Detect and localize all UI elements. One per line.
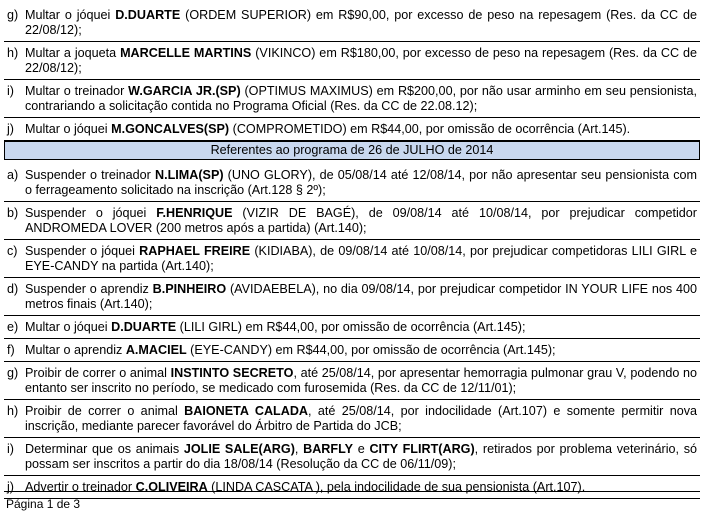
list-item	[4, 404, 700, 438]
item-text	[25, 343, 697, 358]
item-text-fragment: (LINDA CASCATA ), pela indocilidade de sua pensionista (Art.107).	[207, 480, 586, 494]
item-name-bold: C.OLIVEIRA	[135, 480, 208, 494]
item-text	[25, 84, 697, 114]
item-text-fragment: Suspender o jóquei	[25, 244, 140, 258]
item-text-fragment: (OPTIMUS MAXIMUS) em R$200,00, por não usar arminho em seu pensionista, contrariando a solicitação contida no Programa Oficial (Res. da CC de 22.08.12);	[25, 84, 697, 113]
item-text-fragment: Suspender o aprendiz	[25, 282, 153, 296]
item-text	[25, 442, 697, 472]
item-text-fragment: ,	[294, 442, 304, 456]
item-letter: b)	[7, 206, 19, 220]
item-name-bold: RAPHAEL FREIRE	[139, 244, 251, 258]
item-letter: j)	[7, 480, 14, 494]
resolution-list-previous	[4, 4, 700, 141]
list-item	[4, 480, 700, 499]
item-name-bold: BARFLY	[303, 442, 354, 456]
item-text-fragment: e	[353, 442, 370, 456]
item-text	[25, 282, 697, 312]
item-name-bold: N.LIMA(SP)	[154, 168, 224, 182]
list-item	[4, 343, 700, 362]
item-text-fragment: (AVIDAEBELA), no dia 09/08/14, por prejudicar competidor IN YOUR LIFE nos 400 metros finais (Art.140);	[25, 282, 697, 311]
item-name-bold: W.GARCIA JR.(SP)	[128, 84, 241, 98]
item-text	[25, 320, 697, 335]
item-text-fragment: , retirados por problema veterinário, só possam ser inscritos a partir do dia 18/08/14 (Resolução da CC de 06/11/09);	[25, 442, 697, 471]
resolution-list-july	[4, 164, 700, 499]
item-letter: f)	[7, 343, 15, 357]
item-letter: d)	[7, 282, 19, 296]
item-letter: i)	[7, 442, 14, 456]
page-number: Página 1 de 3	[6, 497, 81, 511]
item-name-bold: B.PINHEIRO	[152, 282, 227, 296]
list-item	[4, 122, 700, 141]
item-text-fragment: Proibir de correr o animal	[25, 404, 185, 418]
list-item	[4, 168, 700, 202]
list-item	[4, 206, 700, 240]
list-item	[4, 8, 700, 42]
item-name-bold: MARCELLE MARTINS	[120, 46, 252, 60]
item-text-fragment: Advertir o treinador	[25, 480, 136, 494]
item-text-fragment: Multar o treinador	[25, 84, 129, 98]
item-letter: c)	[7, 244, 18, 258]
item-name-bold: INSTINTO SECRETO	[170, 366, 294, 380]
item-letter: g)	[7, 8, 19, 22]
item-letter: a)	[7, 168, 19, 182]
item-name-bold: BAIONETA CALADA	[184, 404, 309, 418]
item-name-bold: JOLIE SALE(ARG)	[183, 442, 295, 456]
item-text-fragment: (COMPROMETIDO) em R$44,00, por omissão de ocorrência (Art.145).	[229, 122, 631, 136]
item-text-fragment: (KIDIABA), de 09/08/14 até 10/08/14, por prejudicar competidoras LILI GIRL e EYE-CANDY na partida (Art.140);	[25, 244, 697, 273]
list-item	[4, 282, 700, 316]
list-item	[4, 46, 700, 80]
item-text-fragment: Suspender o treinador	[25, 168, 155, 182]
item-text-fragment: Multar o jóquei	[25, 8, 116, 22]
item-text-fragment: (UNO GLORY), de 05/08/14 até 12/08/14, por não apresentar seu pensionista com o ferrageamento solicitado na inscrição (Art.128 § 2º);	[25, 168, 697, 197]
item-text-fragment: Determinar que os animais	[25, 442, 184, 456]
item-text-fragment: Suspender o jóquei	[25, 206, 157, 220]
item-text	[25, 366, 697, 396]
item-text-fragment: (EYE-CANDY) em R$44,00, por omissão de ocorrência (Art.145);	[186, 343, 556, 357]
item-text	[25, 404, 697, 434]
item-text-fragment: Multar o jóquei	[25, 122, 112, 136]
item-text-fragment: (VIZIR DE BAGÉ), de 09/08/14 até 10/08/14, por prejudicar competidor ANDROMEDA LOVER (200 metros após a partida) (Art.140);	[25, 206, 697, 235]
item-letter: g)	[7, 366, 19, 380]
item-name-bold: D.DUARTE	[115, 8, 181, 22]
item-text	[25, 480, 697, 495]
list-item	[4, 244, 700, 278]
list-item	[4, 366, 700, 400]
item-letter: j)	[7, 122, 14, 136]
document-page	[4, 4, 700, 499]
item-letter: h)	[7, 404, 19, 418]
item-text-fragment: (ORDEM SUPERIOR) em R$90,00, por excesso de peso na repesagem (Res. da CC de 22/08/12);	[25, 8, 697, 37]
item-text-fragment: , até 25/08/14, por indocilidade (Art.107) e somente permitir nova inscrição, mediante parecer favorável do Árbitro de Partida do JCB;	[25, 404, 698, 433]
item-text-fragment: (VIKINCO) em R$180,00, por excesso de peso na repesagem (Res. da CC de 22/08/12);	[25, 46, 698, 75]
item-text	[25, 206, 697, 236]
item-name-bold: A.MACIEL	[125, 343, 187, 357]
item-text-fragment: Multar a joqueta	[25, 46, 121, 60]
section-header: Referentes ao programa de 26 de JULHO de 2014	[4, 141, 700, 160]
item-text	[25, 122, 697, 137]
item-name-bold: D.DUARTE	[111, 320, 177, 334]
item-text-fragment: Multar o jóquei	[25, 320, 112, 334]
list-item	[4, 442, 700, 476]
item-name-bold: M.GONCALVES(SP)	[111, 122, 230, 136]
item-text	[25, 244, 697, 274]
item-text	[25, 8, 697, 38]
item-text-fragment: Multar o aprendiz	[25, 343, 126, 357]
item-text	[25, 46, 697, 76]
list-item	[4, 84, 700, 118]
item-text	[25, 168, 697, 198]
item-name-bold: CITY FLIRT(ARG)	[369, 442, 475, 456]
footer-divider	[4, 491, 700, 492]
item-letter: e)	[7, 320, 19, 334]
item-letter: i)	[7, 84, 14, 98]
list-item	[4, 320, 700, 339]
item-text-fragment: , até 25/08/14, por apresentar hemorragia pulmonar grau V, podendo no entanto ser inscrito no período, se medicado com furosemida (Res. da CC de 12/11/01);	[25, 366, 697, 395]
item-name-bold: F.HENRIQUE	[156, 206, 233, 220]
item-text-fragment: Proibir de correr o animal	[25, 366, 171, 380]
item-letter: h)	[7, 46, 19, 60]
item-text-fragment: (LILI GIRL) em R$44,00, por omissão de ocorrência (Art.145);	[176, 320, 526, 334]
